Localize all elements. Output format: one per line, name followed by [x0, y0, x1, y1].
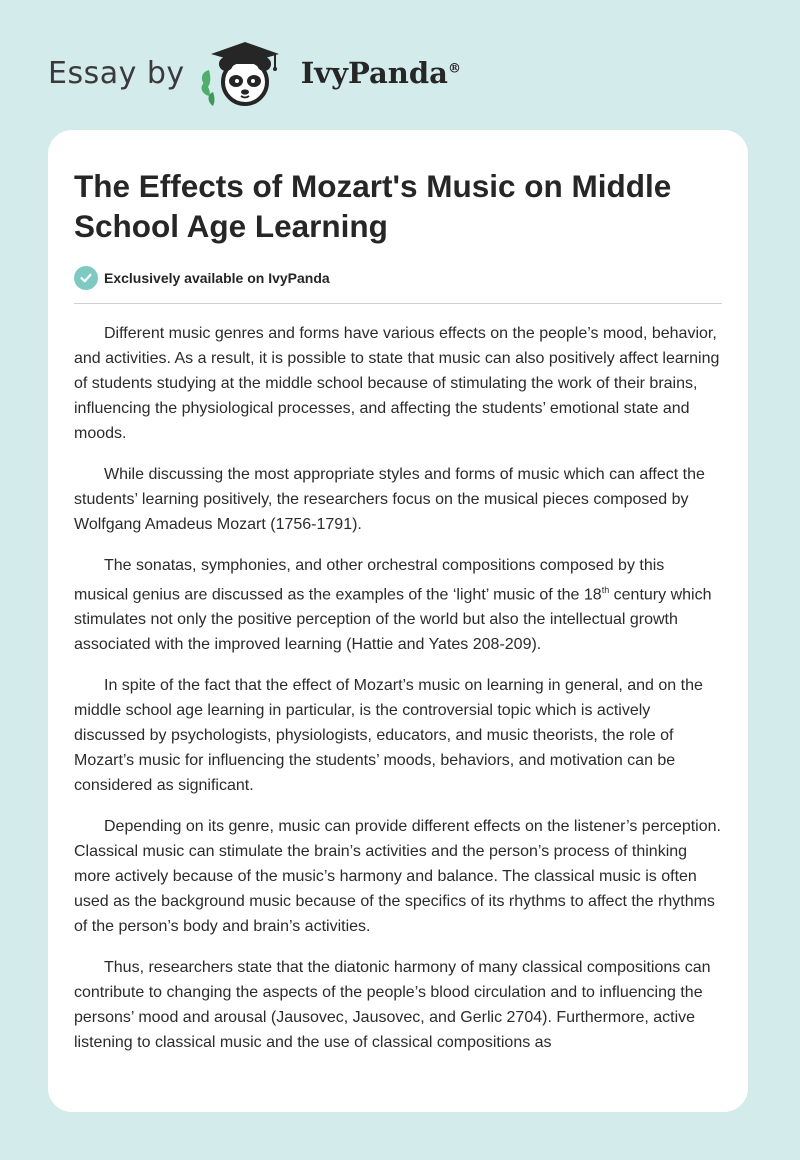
panda-logo-icon[interactable] [195, 36, 295, 110]
paragraph: Different music genres and forms have various effects on the people’s mood, behavior, and activities. As a result, it is possible to state that music can also positively affect learning of students studying at the middle school because of stimulating the work of their brains, influencing the physiological processes, and affecting the students’ emotional state and moods. [74, 325, 720, 442]
paragraph: Depending on its genre, music can provide different effects on the listener’s perception. Classical music can stimulate the brain’s activities and the person’s process of thinking more actively because of the music’s harmony and balance. The classical music is often used as the background music because of the specifics of its rhythms to affect the rhythms of the person’s body and brain’s activities. [74, 818, 721, 936]
registered-mark: ® [447, 61, 461, 77]
essay-title: The Effects of Mozart's Music on Middle School Age Learning [74, 168, 672, 244]
paragraph: The sonatas, symphonies, and other orchestral compositions composed by this musical genius are discussed as the examples of the ‘light’ music of the 18th century which stimulates not only the positive perception of the world but also the intellectual growth associated with the improved learning (Hattie and Yates 208-209). [74, 557, 712, 654]
site-header [48, 36, 461, 110]
divider [74, 303, 722, 304]
paragraph: While discussing the most appropriate styles and forms of music which can affect the students’ learning positively, the researchers focus on the musical pieces composed by Wolfgang Amadeus Mozart (1756-1791). [74, 466, 705, 533]
badge-label: Exclusively available on IvyPanda [104, 270, 330, 286]
brand-name[interactable]: IvyPanda® [300, 56, 461, 90]
paragraph: Thus, researchers state that the diatonic harmony of many classical compositions can contribute to changing the aspects of the people’s blood circulation and to influencing the persons’ mood and arousal (Jausovec, Jausovec, and Gerlic 2704). Furthermore, active listening to classical music and the use of classical compositions as [74, 959, 711, 1052]
superscript: th [601, 585, 610, 595]
essay-by-label: Essay by [48, 55, 185, 91]
essay-body [74, 321, 722, 1055]
essay-card [48, 130, 748, 1112]
paragraph: In spite of the fact that the effect of Mozart’s music on learning in general, and on the middle school age learning in particular, is the controversial topic which is actively discussed by psychologists, physiologists, educators, and music theorists, the role of Mozart’s music for influencing the students’ moods, behaviors, and motivation can be considered as significant. [74, 677, 703, 795]
exclusive-badge [74, 266, 722, 290]
check-icon [74, 266, 98, 290]
